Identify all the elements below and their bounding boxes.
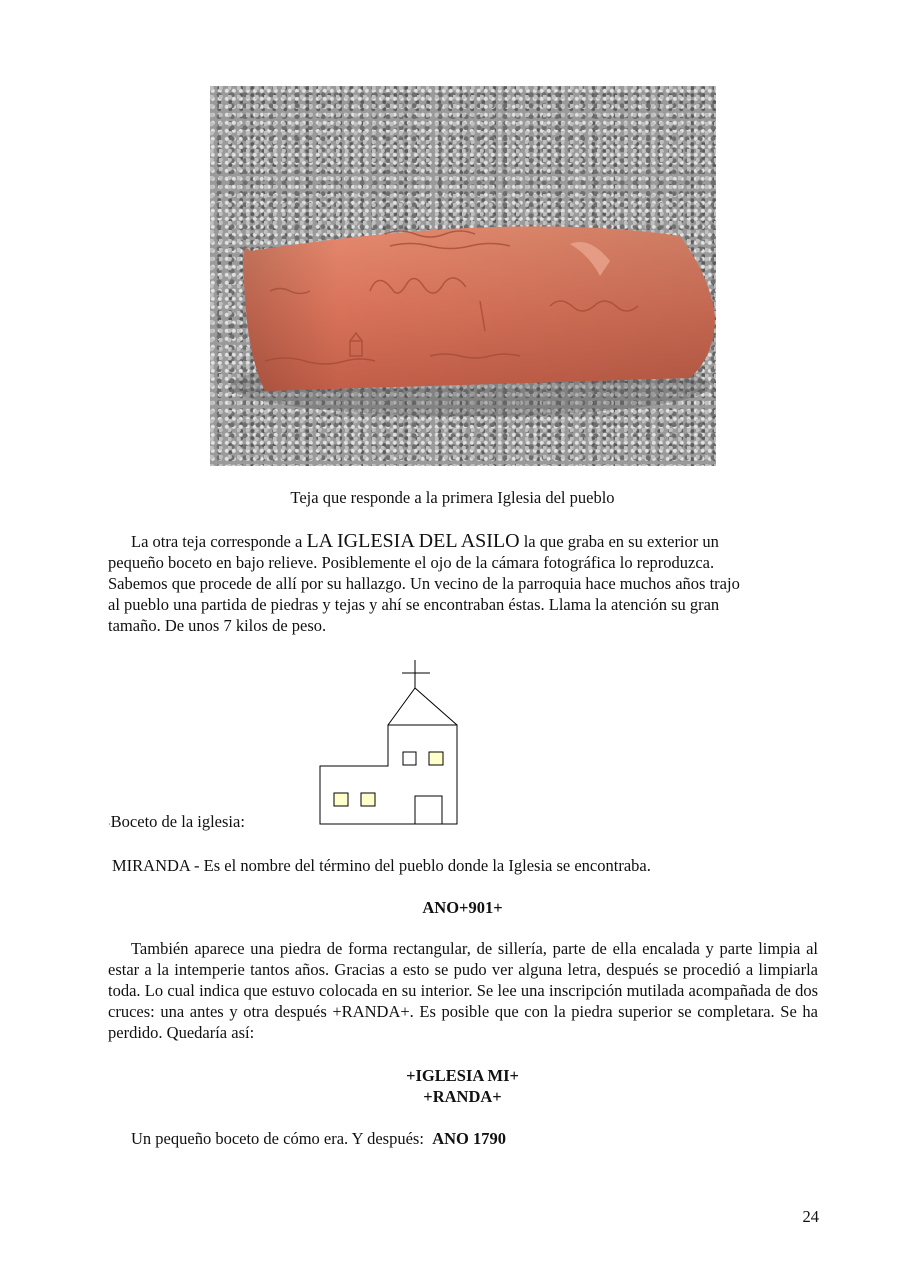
paragraph-asilo-intro: La otra teja corresponde a (131, 532, 307, 551)
paragraph-asilo-line-2: pequeño boceto en bajo relieve. Posiblemente el ojo de la cámara fotográfica lo reproduzca. (108, 553, 715, 572)
photo-caption: Teja que responde a la primera Iglesia del pueblo (290, 488, 615, 507)
inscription-line-1: +IGLESIA MI+ (406, 1066, 519, 1085)
roof-tile-photo-icon (210, 86, 716, 466)
page-number: 24 (802, 1207, 819, 1226)
heading-ano-901: ANO+901+ (422, 898, 503, 917)
paragraph-boceto (108, 1128, 818, 1149)
paragraph-asilo-line-5: tamaño. De unos 7 kilos de peso. (108, 616, 327, 635)
paragraph-asilo-line-1: la que graba en su exterior un (519, 532, 719, 551)
sketch-label-text: Boceto de la iglesia: (110, 812, 245, 831)
inscription-line-2: +RANDA+ (423, 1087, 502, 1106)
paragraph-asilo-line-3: Sabemos que procede de allí por su hallazgo. Un vecino de la parroquia hace muchos años trajo (108, 574, 740, 593)
miranda-line: MIRANDA - Es el nombre del término del pueblo donde la Iglesia se encontraba. (112, 856, 651, 875)
paragraph-piedra: También aparece una piedra de forma rectangular, de sillería, parte de ella encalada y parte limpia al estar a la intemperie tantos años. Gracias a esto se pudo ver alguna letra, después se procedió a limpiarla toda. Lo cual indica que estuvo colocada en su interior. Se lee una inscripción mutilada acompañada de dos cruces: una antes y otra después +RANDA+. Es posible que con la piedra superior se completara. Se ha perdido. Quedaría así: (108, 939, 818, 1042)
ano-1790: ANO 1790 (432, 1129, 506, 1148)
roof-tile-photo (210, 86, 716, 466)
paragraph-asilo-line-4: al pueblo una partida de piedras y tejas y ahí se encontraban éstas. Llama la atención su gran (108, 595, 720, 614)
bullet-dot: · (108, 820, 111, 829)
paragraph-asilo (108, 531, 818, 636)
iglesia-asilo-highlight: LA IGLESIA DEL ASILO (306, 530, 520, 552)
church-sketch-icon (318, 658, 460, 828)
paragraph-boceto-text: Un pequeño boceto de cómo era. Y después: (131, 1129, 424, 1148)
sketch-label (108, 811, 818, 835)
